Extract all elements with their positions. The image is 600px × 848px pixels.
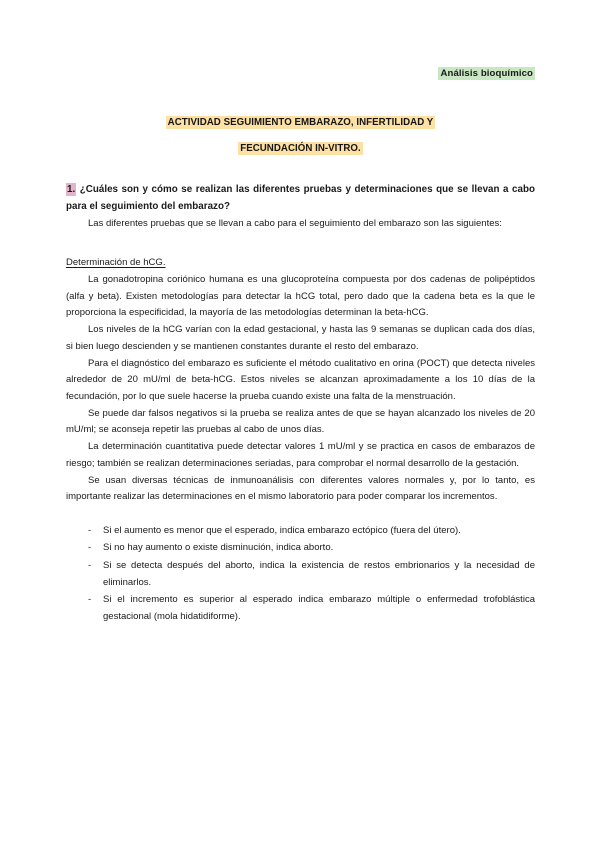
question-number: 1.: [67, 183, 76, 195]
list-item-text: Si no hay aumento o existe disminución, indica aborto.: [103, 542, 334, 554]
list-item: [66, 558, 535, 592]
paragraph-5: La determinación cuantitativa puede detectar valores 1 mU/ml y se practica en casos de embarazos de riesgo; también se realizan determinaciones seriadas, para comprobar el normal desarrollo de la gestación.: [66, 441, 535, 469]
dash-marker-icon: -: [88, 542, 92, 554]
findings-list: [66, 523, 535, 626]
dash-marker-icon: -: [88, 594, 92, 606]
list-item: [66, 523, 535, 540]
title-line-2: FECUNDACIÓN IN-VITRO.: [240, 142, 361, 154]
list-item-text: Si el incremento es superior al esperado indica embarazo múltiple o enfermedad trofoblástica gestacional (mola hidatidiforme).: [103, 594, 535, 623]
question-heading: [66, 182, 535, 216]
list-item-text: Si se detecta después del aborto, indica la existencia de restos embrionarios y la necesidad de eliminarlos.: [103, 559, 535, 588]
list-item-text: Si el aumento es menor que el esperado, indica embarazo ectópico (fuera del útero).: [103, 525, 461, 536]
dash-marker-icon: -: [88, 525, 92, 536]
question-text: ¿Cuáles son y cómo se realizan las diferentes pruebas y determinaciones que se llevan a cabo para el seguimiento del embarazo?: [66, 183, 535, 212]
list-item: [66, 592, 535, 626]
title-line-1-wrap: [66, 108, 535, 134]
document-title: [66, 108, 535, 160]
title-line-1: ACTIVIDAD SEGUIMIENTO EMBARAZO, INFERTILIDAD Y: [167, 117, 434, 128]
list-item: [66, 540, 535, 557]
dash-marker-icon: -: [88, 559, 92, 571]
subheading-wrap: [66, 252, 535, 272]
document-header: [66, 62, 535, 82]
paragraph-6: Se usan diversas técnicas de inmunoanálisis con diferentes valores normales y, por lo tanto, es importante realizar las determinaciones en el mismo laboratorio para poder comparar los incrementos.: [66, 474, 535, 503]
document-content: [66, 0, 535, 626]
subheading-hcg: Determinación de hCG.: [66, 257, 166, 269]
paragraph-2: Los niveles de la hCG varían con la edad gestacional, y hasta las 9 semanas se duplican cada dos días, si bien luego descienden y se mantienen constantes durante el resto del embarazo.: [66, 324, 535, 352]
header-subject-label: Análisis bioquímico: [440, 68, 533, 79]
paragraph-1: La gonadotropina coriónico humana es una glucoproteína compuesta por dos cadenas de polipéptidos (alfa y beta). Existen metodologías para detectar la hCG total, pero dado que la cadena beta es la que le proporciona la especificidad, la mayoría de las metodologías determinan la beta-hCG.: [66, 273, 535, 319]
intro-paragraph: Las diferentes pruebas que se llevan a cabo para el seguimiento del embarazo son las siguientes:: [88, 217, 502, 229]
title-line-2-wrap: [66, 134, 535, 160]
paragraph-3: Para el diagnóstico del embarazo es suficiente el método cualitativo en orina (POCT) que detecta niveles alrededor de 20 mU/ml de beta-hCG. Estos niveles se alcanzan aproximadamente a los 10 días de la fecundación, por lo que suele hacerse la prueba cuando existe una falta de la menstruación.: [66, 357, 535, 402]
paragraph-4: Se puede dar falsos negativos si la prueba se realiza antes de que se hayan alcanzado los niveles de 20 mU/ml; se aconseja repetir las pruebas al cabo de unos días.: [66, 407, 535, 436]
